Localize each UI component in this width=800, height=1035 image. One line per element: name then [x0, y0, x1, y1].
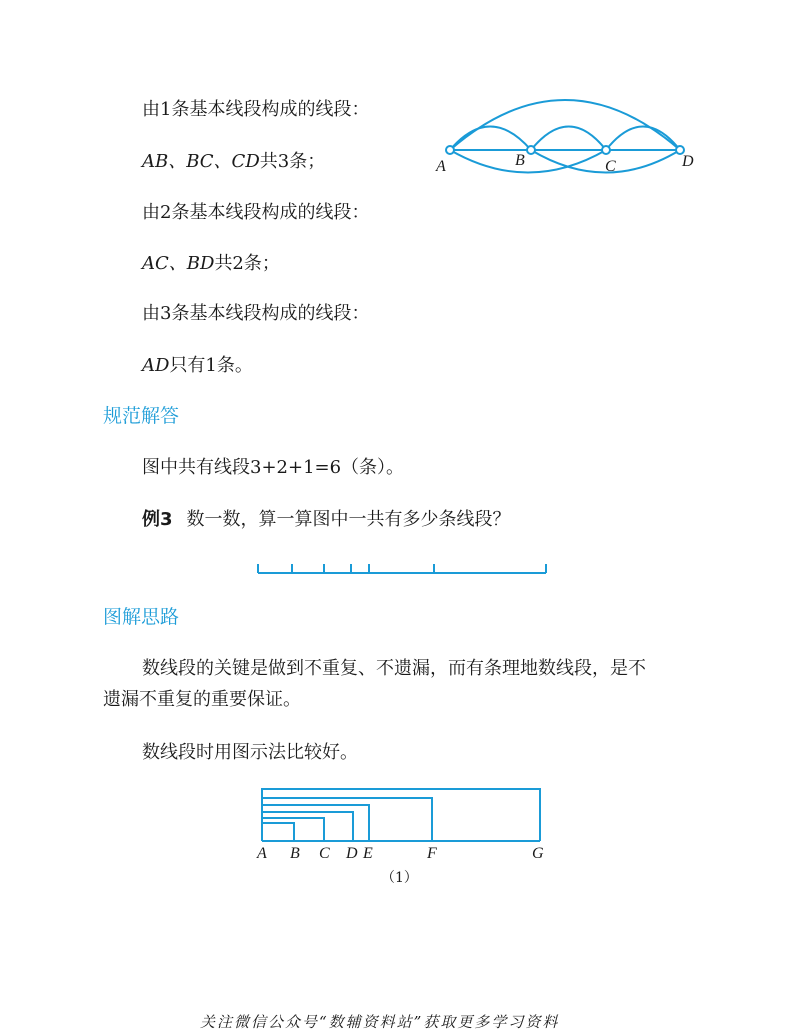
- label-e: E: [363, 845, 373, 862]
- segments-ac-bd: AC、BD: [142, 253, 215, 274]
- text-line-5: 由3条基本线段构成的线段：: [142, 303, 370, 324]
- tick-segment-diagram: [250, 560, 550, 580]
- heading-standard-answer: 规范解答: [103, 405, 180, 427]
- label-d: D: [682, 153, 694, 170]
- count-2: 共2条；: [214, 253, 280, 274]
- label-b: B: [290, 845, 300, 862]
- point-c: [602, 146, 610, 154]
- count-1: 只有1条。: [169, 355, 253, 376]
- label-g: G: [532, 845, 544, 862]
- example-3: [142, 508, 511, 532]
- heading-thinking: 图解思路: [103, 606, 180, 628]
- answer-text: 图中共有线段3+2+1=6（条）。: [142, 457, 405, 478]
- label-c: C: [605, 158, 616, 175]
- bracket-ag: [262, 789, 540, 841]
- figure-caption: （1）: [381, 870, 418, 886]
- thinking-line-1: 数线段的关键是做到不重复、不遗漏，而有条理地数线段，是不: [142, 658, 646, 679]
- label-c: C: [319, 845, 330, 862]
- label-d: D: [346, 845, 358, 862]
- label-f: F: [427, 845, 437, 862]
- text-line-1: 由1条基本线段构成的线段：: [142, 99, 370, 120]
- text-line-4: [142, 252, 280, 276]
- count-3: 共3条；: [259, 151, 326, 172]
- example-question: 数一数，算一算图中一共有多少条线段？: [186, 509, 511, 530]
- footer-watermark: 关注微信公众号“数辅资料站”获取更多学习资料: [200, 1013, 560, 1031]
- segments-ab-bc-cd: AB、BC、CD: [142, 151, 260, 172]
- label-a: A: [436, 158, 446, 175]
- arc-ab: [450, 127, 531, 151]
- thinking-line-3: 数线段时用图示法比较好。: [142, 742, 358, 763]
- segment-ad: AD: [142, 355, 170, 376]
- text-line-2: [142, 150, 325, 174]
- arc-segment-diagram: [430, 95, 710, 180]
- arc-ad: [450, 100, 680, 150]
- example-label: 例3: [142, 509, 173, 530]
- text-line-3: 由2条基本线段构成的线段：: [142, 202, 370, 223]
- bracket-diagram: [250, 785, 560, 865]
- text-line-6: [142, 354, 253, 378]
- bracket-ad: [262, 812, 353, 841]
- arc-bc: [531, 127, 606, 151]
- arc-cd: [606, 127, 680, 151]
- thinking-line-2: 遗漏不重复的重要保证。: [103, 689, 301, 710]
- bracket-ab: [262, 823, 294, 841]
- label-b: B: [515, 152, 525, 169]
- point-b: [527, 146, 535, 154]
- point-a: [446, 146, 454, 154]
- label-a: A: [257, 845, 267, 862]
